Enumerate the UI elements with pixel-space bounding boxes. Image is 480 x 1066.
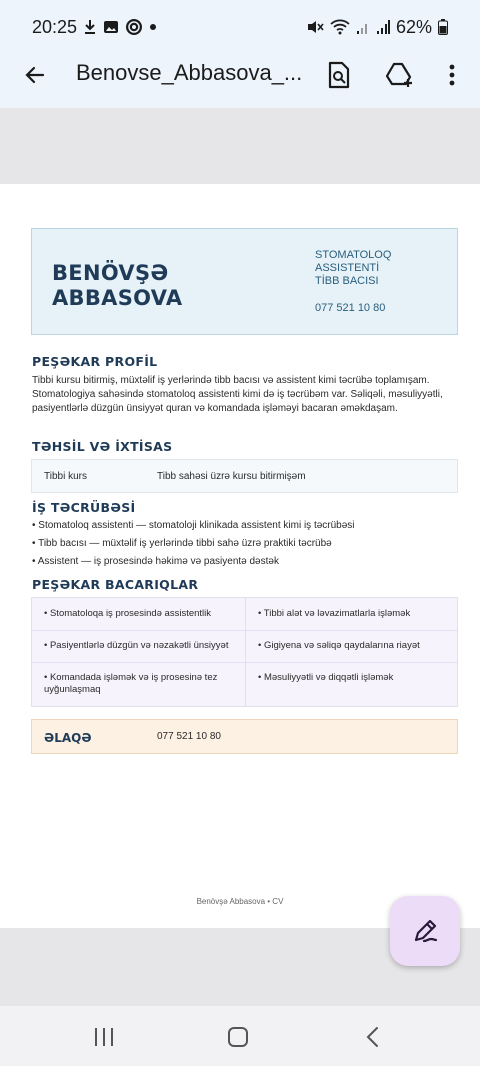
mute-icon bbox=[306, 19, 324, 35]
experience-item: • Assistent — iş prosesində həkimə və pasiyentə dəstək bbox=[32, 556, 279, 567]
edit-pen-icon bbox=[410, 916, 440, 946]
recent-apps-button[interactable] bbox=[84, 1022, 124, 1052]
skills-divider bbox=[32, 662, 457, 663]
app-bar bbox=[0, 50, 480, 100]
back-button[interactable] bbox=[20, 60, 50, 90]
skills-divider bbox=[245, 598, 246, 706]
cv-header bbox=[31, 228, 458, 335]
find-in-page-button[interactable] bbox=[322, 58, 356, 92]
download-icon bbox=[83, 19, 97, 35]
home-button[interactable] bbox=[218, 1022, 258, 1052]
skill-item: • Stomatoloqa iş prosesində assistentlik bbox=[44, 608, 212, 619]
skills-title: PEŞƏKAR BACARIQLAR bbox=[32, 577, 199, 592]
system-back-button[interactable] bbox=[352, 1022, 392, 1052]
viewer-background-top bbox=[0, 108, 480, 184]
education-label: Tibbi kurs bbox=[44, 471, 87, 482]
add-to-drive-button[interactable] bbox=[383, 58, 417, 92]
profile-title: PEŞƏKAR PROFİL bbox=[32, 354, 158, 369]
document-page[interactable] bbox=[0, 184, 480, 928]
skill-item: • Komandada işləmək və iş prosesinə tez uyğunlaşmaq bbox=[44, 672, 218, 695]
battery-percent: 62% bbox=[395, 16, 432, 37]
page-footer: Benövşə Abbasova • CV bbox=[196, 897, 284, 906]
contact-phone: 077 521 10 80 bbox=[157, 731, 221, 742]
system-nav-bar bbox=[0, 1006, 480, 1066]
document-title: Benovse_Abbasova_... bbox=[76, 60, 303, 85]
skills-divider bbox=[32, 630, 457, 631]
signal-icon-2 bbox=[376, 19, 390, 35]
skill-item: • Pasiyentlərlə düzgün və nəzakətli ünsiyyət bbox=[44, 640, 229, 651]
top-bar bbox=[0, 0, 480, 108]
cv-name: BENÖVŞƏ ABBASOVA bbox=[52, 261, 183, 310]
more-options-button[interactable] bbox=[435, 58, 469, 92]
home-icon bbox=[227, 1026, 249, 1048]
cv-role: STOMATOLOQ ASSISTENTİ TİBB BACISI bbox=[315, 249, 392, 287]
signal-icon-1 bbox=[356, 19, 370, 35]
recent-apps-icon bbox=[93, 1027, 115, 1047]
image-icon bbox=[103, 19, 119, 35]
skill-item: • Məsuliyyətli və diqqətli işləmək bbox=[258, 672, 394, 683]
chevron-left-icon bbox=[365, 1026, 379, 1048]
education-row bbox=[31, 459, 458, 493]
profile-text: Tibbi kursu bitirmiş, müxtəlif iş yerlərində tibb bacısı və assistent kimi təcrübə toplamışam. Stomatologiya sahəsində stomatoloq assistenti kimi də iş təcrübəm var. Səliqəli, məsuliyyətli, pasiyentlərlə düzgün ünsiyyət quran və komandada işləməyi bacaran əməkdaşam. bbox=[32, 375, 443, 414]
arrow-back-icon bbox=[23, 63, 47, 87]
battery-icon bbox=[438, 19, 448, 35]
add-to-drive-icon bbox=[385, 61, 415, 89]
experience-item: • Tibb bacısı — müxtəlif iş yerlərində tibbi sahə üzrə praktiki təcrübə bbox=[32, 538, 332, 549]
skill-item: • Gigiyena və səliqə qaydalarına riayət bbox=[258, 640, 420, 651]
education-value: Tibb sahəsi üzrə kursu bitirmişəm bbox=[157, 471, 306, 482]
skills-grid bbox=[31, 597, 458, 707]
cv-header-phone: 077 521 10 80 bbox=[315, 302, 386, 314]
notification-dot-icon bbox=[149, 23, 157, 31]
contact-title: ƏLAQƏ bbox=[44, 731, 92, 745]
find-in-page-icon bbox=[326, 61, 352, 89]
contact-row bbox=[31, 719, 458, 754]
skill-item: • Tibbi alət və ləvazimatlarla işləmək bbox=[258, 608, 411, 619]
more-vert-icon bbox=[448, 63, 456, 87]
status-bar bbox=[32, 14, 448, 40]
status-time: 20:25 bbox=[32, 16, 78, 37]
edit-fab-button[interactable] bbox=[390, 896, 460, 966]
experience-title: İŞ TƏCRÜBƏSİ bbox=[32, 500, 136, 515]
spiral-app-icon bbox=[125, 18, 143, 36]
experience-item: • Stomatoloq assistenti — stomatoloji klinikada assistent kimi iş təcrübəsi bbox=[32, 520, 355, 531]
wifi-icon bbox=[330, 19, 350, 35]
education-title: TƏHSİL VƏ İXTİSAS bbox=[32, 439, 173, 454]
